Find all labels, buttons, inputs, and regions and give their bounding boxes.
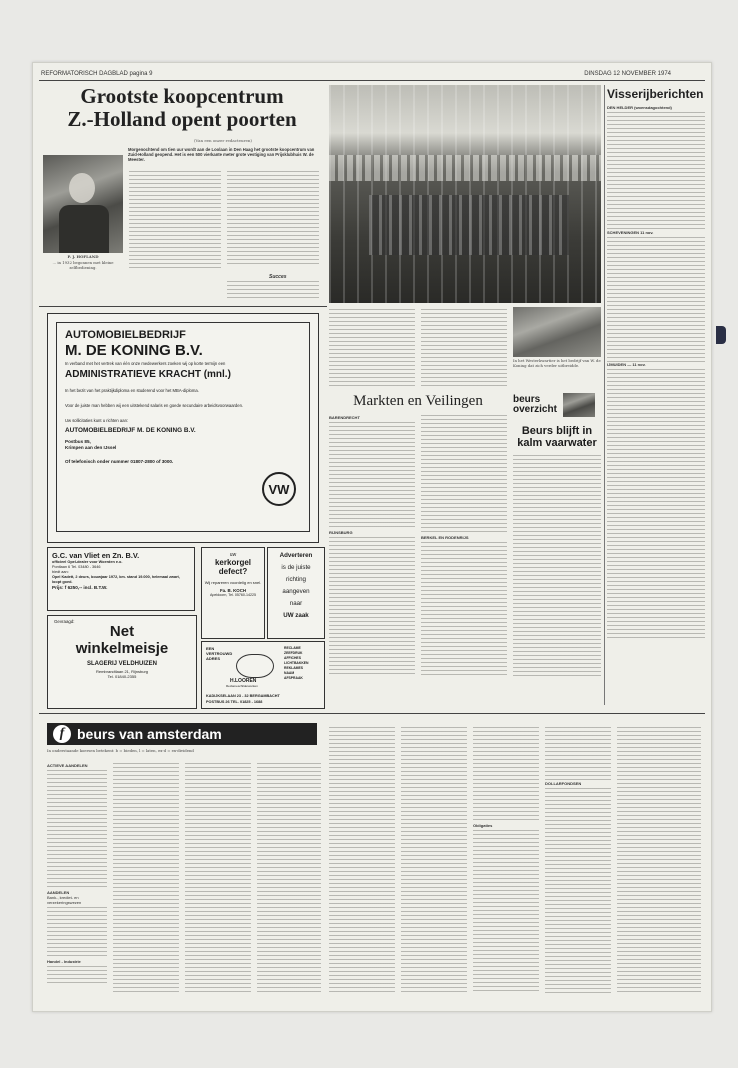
lead-column-2: [227, 171, 319, 265]
ad-de-koning: [47, 313, 319, 543]
header-left: REFORMATORISCH DAGBLAD pagina 9: [41, 71, 153, 77]
beurs-logo-1: beurs: [513, 394, 541, 405]
markten-sub3: BERKEL EN RODENRIJS: [421, 535, 469, 540]
visserij-section: [607, 87, 705, 639]
ad-van-vliet: G.C. van Vliet en Zn. B.V. officieel Opel-dealer voor Woerden e.o. Pontlaan 6 Tel. 03480 - 3646 biedt aan: Opel Kadett, 2 deurs, bouwjaar 1972, km. stand 19.000, helemaal zwart, loopt goed. Prijs: f 6250,-- incl. B.T.W.: [47, 547, 195, 611]
article-col-a: [329, 309, 415, 389]
ad-vliet-name: G.C. van Vliet en Zn. B.V.: [52, 551, 140, 560]
markten-sub2: RIJNSBURG: [329, 530, 353, 535]
ad-koning-line1: AUTOMOBIELBEDRIJF: [65, 329, 186, 341]
ad-looren: EEN VERTROUWD ADRES H.LOOREN Reclameschilderwerken RECLAME ZEEFDRUK AFFICHES LICHTBAKKEN REKLAMES NAAM AFSPRAAK KADIJKSELAAN 23 - 32 BERGAMBACHT POSTBUS 26 TEL. 01825 - 1688: [201, 641, 325, 709]
ad-kerkorgel: uw kerkorgel defect? Wij repareren voordelig en snel. Fa. B. KOCH Apeldoorn, Tel. 05760-14225: [201, 547, 265, 639]
beurs-note: In onderstaande koersen betekent: b = bieden, l = laten, ex-d = ex-dividend: [47, 748, 194, 753]
ad-koning-line2: M. DE KONING B.V.: [65, 342, 203, 359]
ad-koning-phone: Of telefonisch onder nummer 01807-2800 of 3000.: [65, 459, 174, 464]
continue-mark: Succes: [269, 274, 287, 280]
beurs-amsterdam-banner: [47, 723, 317, 745]
ad-koning-position: ADMINISTRATIEVE KRACHT (mnl.): [65, 369, 231, 380]
vw-logo-icon: VW: [262, 472, 296, 506]
ad-koning-text2: Voor de juiste man hebben wij een uitstekend salaris en goede secundaire arbeidsvoorwaarden.: [65, 403, 244, 408]
looren-logo-icon: [236, 654, 274, 678]
header-right: DINSDAG 12 NOVEMBER 1974: [584, 71, 671, 77]
markten-sub1: BARENDRECHT: [329, 415, 360, 420]
byline: (Van een onzer redacteuren): [194, 138, 252, 143]
ad-koning-text3: Uw sollicitaties kunt u richten aan:: [65, 418, 129, 423]
lead-column-1: [129, 171, 221, 269]
small-photo-caption: In het Westerkwartier is het bedrijf van W. de Koning dat zich verder uitbreidde.: [513, 358, 601, 368]
lead-article: [41, 85, 323, 131]
beurs-logo-2: overzicht: [513, 404, 557, 415]
portrait-photo: [43, 155, 123, 253]
markten-section: [329, 393, 507, 410]
ad-adverteren: Adverteren is de juiste richting aangeven naar UW zaak: [267, 547, 325, 639]
beurs-amsterdam-title: beurs van amsterdam: [77, 726, 222, 742]
headline-line-1: Grootste koopcentrum: [80, 84, 284, 108]
photo-caption-name: P. J. HOFLAND: [67, 254, 99, 259]
store-interior-photo: [329, 85, 601, 303]
photo-caption: ... in 1932 begonnen met kleine zelfbediening.: [52, 260, 114, 270]
beurs-overzicht-section: [513, 393, 601, 677]
article-col-b: [421, 309, 507, 389]
small-photo: [513, 307, 601, 357]
beurs-sec1: ACTIEVE AANDELEN: [47, 763, 88, 768]
beurs-overzicht-title: Beurs blijft in kalm vaarwater: [517, 425, 597, 449]
visserij-sub3: IJMUIDEN — 11 nov.: [607, 362, 646, 367]
beurs-logo-image: [563, 393, 595, 417]
visserij-sub2: SCHEVENINGEN 11 nov.: [607, 230, 654, 235]
ad-winkelmeisje: Gevraagd: Net winkelmeisje SLAGERIJ VELDHUIZEN Rembrandtlaan 21, Rijnsburg Tel. 01840-2355: [47, 615, 197, 709]
ad-koning-address1: Postbus 85,: [65, 439, 91, 444]
fd-logo-icon: f: [53, 725, 71, 743]
headline-line-2: Z.-Holland opent poorten: [67, 107, 297, 131]
lead-intro: Morgenochtend om tien uur wordt aan de Loolaan in Den Haag het grootste koopcentrum van Zuid-Holland geopend. Het is een 500 vierkante meter grote vestiging van Prijsklubhuis W. de Meester.: [128, 147, 315, 162]
binder-tab: [716, 326, 726, 344]
newspaper-page: REFORMATORISCH DAGBLAD pagina 9 DINSDAG 12 NOVEMBER 1974 Grootste koopcentrum Z.-Holland opent poorten (Van een onzer redacteuren) Morgenochtend om tien uur wordt aan de Loolaan in Den Haag het grootste koopcentrum van Zuid-Holland geopend. Het is een 500 vierkante meter grote vestiging van Prijsklubhuis W. de Meester. P. J. HOFLAND ... in 1932 begonnen met kleine zelfbediening. Succes In het Westerkwartier is het bedrijf van W. de Koning dat zich verder uitbreidde. Visserijberichten DEN HELDER (woensdagochtend) SCHEVENINGEN 11 nov. IJMUIDEN — 11 nov. beurs overzicht Beurs blijft in kalm vaarwater Markten en Veilingen BARENDRECHT RIJNSBURG BERKEL EN RODENRIJS AUTOMOBIELBEDRIJF M. DE KONING B.V. In verband met het vertrek van één onze medewerkers zoeken wij op korte termijn een ADMINISTRATIEVE KRACHT (mnl.) In het bezit van het praktijkdiploma en studerend voor het MBA-diploma. Voor de juiste man hebben wij een uitstekend salaris en goede secundaire arbeidsvoorwaarden. Uw sollicitaties kunt u richten aan: AUTOMOBIELBEDRIJF M. DE KONING B.V. Postbus 85, Krimpen aan den IJssel Of telefonisch onder nummer 01807-2800 of 3000. VW G.C. van Vliet en Zn. B.V. officieel Opel-dealer voor Woerden e.o. Pontlaan 6 Tel. 03480 - 3646 biedt aan: Opel Kadett, 2 deurs, bouwjaar 1972, km. stand 19.000, helemaal zwart, loopt goed. Prijs: f 6250,-- incl. B.T.W. uw kerkorgel defect? Wij repareren voordelig en snel. Fa. B. KOCH Apeldoorn, Tel. 05760-14225 Adverteren is de juiste richting aangeven naar UW zaak Gevraagd: Net winkelmeisje SLAGERIJ VELDHUIZEN Rembrandtlaan 21, Rijnsburg Tel. 01840-2355 EEN VERTROUWD ADRES H.LOOREN Reclameschilderwerken RECLAME ZEEFDRUK AFFICHES LICHTBAKKEN REKLAMES NAAM AFSPRAAK KADIJKSELAAN 23 - 32 BERGAMBACHT POSTBUS 26 TEL. 01825 - 1688 f beurs van amsterdam In onderstaande koersen betekent: b = bieden, l = laten, ex-d = ex-dividend ACTIEVE AANDELEN AANDELEN Bank-, krediet- en verzekeringswezen Handel - Industrie Obligaties DOLLARFONDSEN: [32, 62, 712, 1012]
ad-koning-company: AUTOMOBIELBEDRIJF M. DE KONING B.V.: [65, 427, 196, 434]
ad-koning-text1: In het bezit van het praktijkdiploma en studerend voor het MBA-diploma.: [65, 388, 199, 393]
visserij-sub1: DEN HELDER (woensdagochtend): [607, 105, 672, 110]
ad-koning-intro: In verband met het vertrek van één onze medewerkers zoeken wij op korte termijn een: [65, 361, 226, 366]
visserij-title: Visserijberichten: [607, 87, 704, 101]
lead-column-2b: [227, 281, 319, 301]
markten-title: Markten en Veilingen: [353, 393, 483, 409]
ad-koning-address2: Krimpen aan den IJssel: [65, 445, 117, 450]
